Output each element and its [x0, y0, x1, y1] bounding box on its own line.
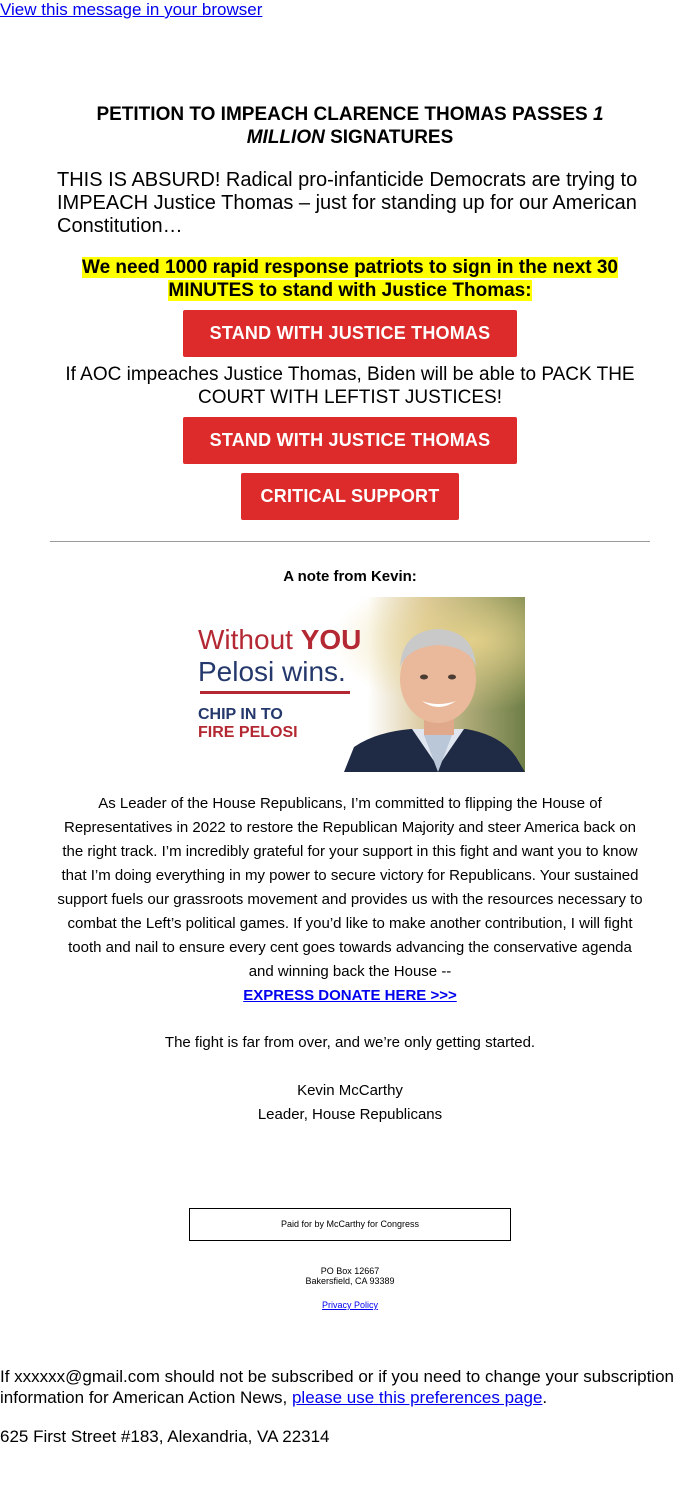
express-donate-link[interactable]: EXPRESS DONATE HERE >>> — [243, 987, 457, 1004]
signature-title: Leader, House Republicans — [257, 1106, 443, 1123]
privacy-policy-link[interactable]: Privacy Policy — [321, 1300, 378, 1310]
paid-for-disclaimer: Paid for by McCarthy for Congress — [189, 1208, 511, 1241]
fire-pelosi-banner[interactable] — [176, 597, 525, 772]
urgent-highlight: We need 1000 rapid response patriots to sign in the next 30 MINUTES to stand with Justice Thomas: — [81, 257, 619, 301]
critical-support-button[interactable]: CRITICAL SUPPORT — [241, 473, 459, 520]
note-heading: A note from Kevin: — [283, 568, 417, 585]
mailing-address: PO Box 12667 Bakersfield, CA 93389 — [305, 1266, 395, 1286]
urgent-callout — [40, 256, 660, 302]
signature-name: Kevin McCarthy — [297, 1082, 403, 1099]
letter-body: As Leader of the House Republicans, I’m committed to flipping the House of Representatives in 2022 to restore the Republican Majority and steer America back on the right track. I’m incredibly grateful for your support in this fight and want you to know that I’m doing everything in my power to secure victory for Republicans. Your sustained support fuels our grassroots movement and provides us with the resources necessary to combat the Left’s political games. If you’d like to make another contribution, I will fight tooth and nail to ensure every cent goes towards advancing the conservative agenda and winning back the House -- EXPRESS DONATE HERE >>> — [57, 795, 643, 1004]
view-in-browser-link[interactable]: View this message in your browser — [0, 0, 263, 19]
unsubscribe-notice: If xxxxxx@gmail.com should not be subscribed or if you need to change your subscription information for American Action News, please use this preferences page. — [0, 1367, 674, 1407]
aoc-warning-text: If AOC impeaches Justice Thomas, Biden will be able to PACK THE COURT WITH LEFTIST JUSTICES! — [65, 364, 635, 408]
footer-address: 625 First Street #183, Alexandria, VA 22314 — [0, 1427, 330, 1446]
banner-chip-in: CHIP IN TO — [198, 706, 283, 723]
stand-with-thomas-button-2[interactable]: STAND WITH JUSTICE THOMAS — [183, 417, 517, 464]
stand-with-thomas-button[interactable]: STAND WITH JUSTICE THOMAS — [183, 310, 517, 357]
privacy-policy-container — [0, 1300, 700, 1311]
banner-headline: Without YOU — [198, 624, 362, 655]
banner-subheadline: Pelosi wins. — [198, 656, 346, 687]
closing-line: The fight is far from over, and we’re only getting started. — [164, 1034, 536, 1051]
divider — [50, 541, 650, 542]
intro-paragraph: THIS IS ABSURD! Radical pro-infanticide Democrats are trying to IMPEACH Justice Thomas – just for standing up for our American Constitution… — [57, 169, 638, 237]
preferences-page-link[interactable]: please use this preferences page — [291, 1388, 543, 1407]
banner-underline — [200, 691, 350, 694]
headline: PETITION TO IMPEACH CLARENCE THOMAS PASSES 1 MILLION SIGNATURES — [96, 104, 604, 148]
banner-fire-pelosi: FIRE PELOSI — [198, 724, 298, 741]
